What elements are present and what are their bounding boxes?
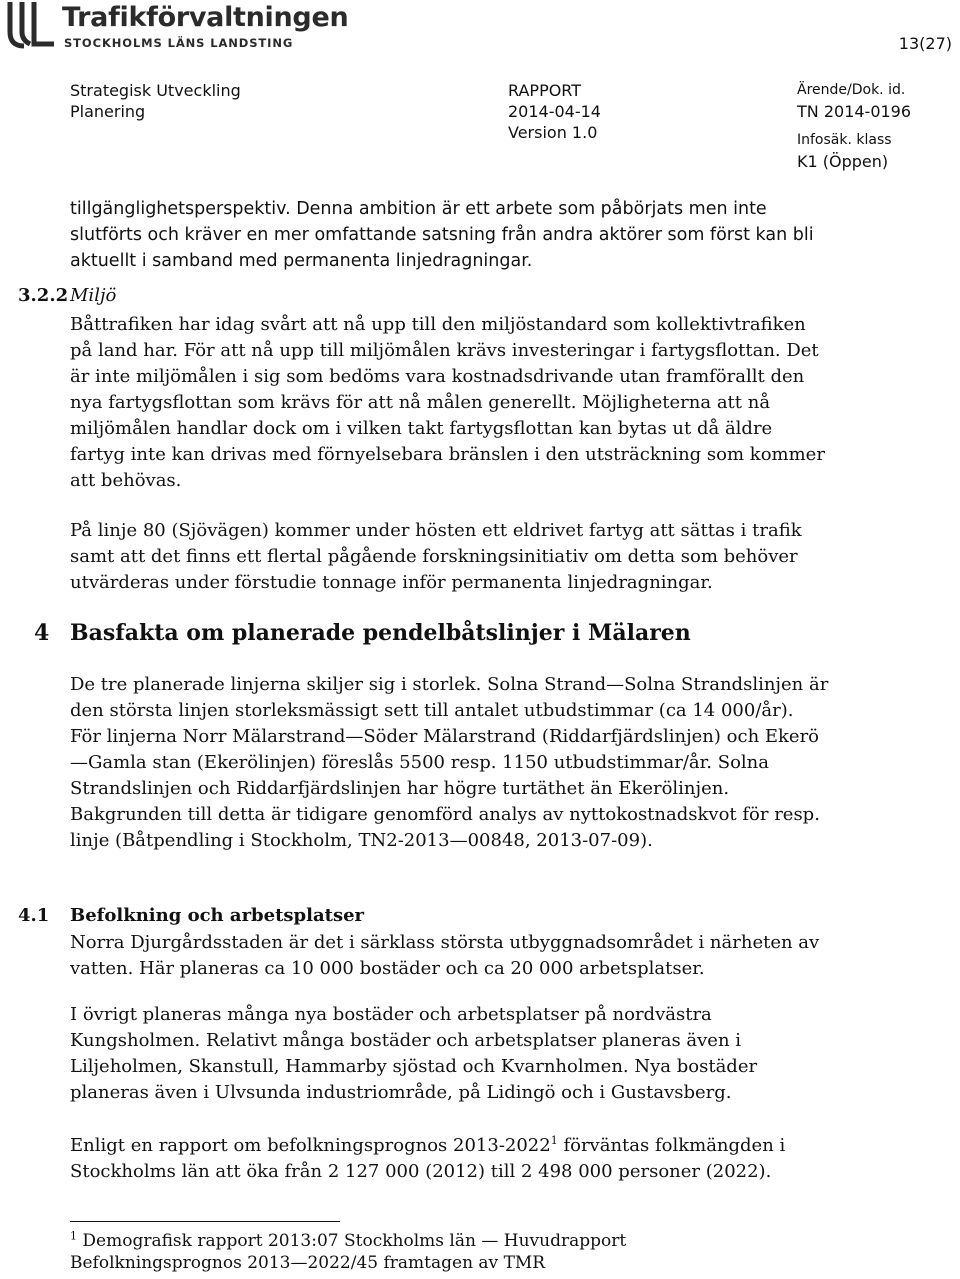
section-title: Miljö: [70, 285, 117, 306]
prognos-text: Enligt en rapport om befolkningsprognos 2013-2022: [70, 1135, 551, 1156]
prognos-text-cont: förväntas folkmängden i Stockholms län att öka från 2 127 000 (2012) till 2 498 000 personer (2022).: [70, 1135, 786, 1182]
befolkning-paragraph: Norra Djurgårdsstaden är det i särklass största utbyggnadsområdet i närheten av vatten. Här planeras ca 10 000 bostäder och ca 20 000 arbetsplatser.: [70, 932, 820, 979]
header-case-label: Ärende/Dok. id.: [797, 82, 906, 98]
header-dept-line: Planering: [70, 102, 146, 121]
befolkning-paragraph-2: I övrigt planeras många nya bostäder och arbetsplatser på nordvästra Kungsholmen. Relativt många bostäder och arbetsplatser planeras även i Liljeholmen, Skanstull, Hammarby sjöstad och Kvarnholmen. Nya bostäder planeras även i Ulvsunda industriområde, på Lidingö och i Gustavsberg.: [70, 1004, 758, 1103]
org-name: Trafikförvaltningen: [62, 2, 349, 33]
footnote-reference[interactable]: 1: [550, 1134, 558, 1147]
basfakta-paragraph: De tre planerade linjerna skiljer sig i storlek. Solna Strand—Solna Strandslinjen är den största linjen storleksmässigt sett till antalet utbudstimmar (ca 14 000/år). För linjerna Norr Mälarstrand—Söder Mälarstrand (Riddarfjärdslinjen) och Ekerö—Gamla stan (Ekerölinjen) föreslås 5500 resp. 1150 utbudstimmar/år. Solna Strandslinjen och Riddarfjärdslinjen har högre turtäthet än Ekerölinjen. Bakgrunden till detta är tidigare genomförd analys av nyttokostnadskvot för resp. linje (Båtpendling i Stockholm, TN2-2013—00848, 2013-07-09).: [70, 674, 829, 851]
miljo-paragraph: Båttrafiken har idag svårt att nå upp till den miljöstandard som kollektivtrafiken på land har. För att nå upp till miljömålen krävs investeringar i fartygsflottan. Det är inte miljömålen i sig som bedöms vara kostnadsdrivande utan framförallt den nya fartygsflottan som krävs för att nå målen generellt. Möjligheterna att nå miljömålen handlar dock om i vilken takt fartygsflottan kan bytas ut då äldre fartyg inte kan drivas med förnyelsebara bränslen i den utsträckning som kommer att behövas.: [70, 314, 825, 491]
chapter-number: 4: [34, 620, 50, 646]
section-number: 3.2.2: [18, 285, 69, 306]
befolkning-paragraph-3: [70, 1133, 830, 1185]
header-report-info: [508, 80, 601, 143]
page-number: 13(27): [898, 34, 952, 53]
section-title: Befolkning och arbetsplatser: [70, 905, 365, 926]
intro-paragraph: tillgänglighetsperspektiv. Denna ambition är ett arbete som påbörjats men inte slutförts och kräver en mer omfattande satsning från andra aktörer som först kan bli aktuellt i samband med permanenta linjedragningar.: [70, 199, 814, 271]
footnote: [70, 1230, 830, 1274]
sll-logo-icon: [4, 0, 58, 50]
header-version: Version 1.0: [508, 123, 598, 142]
footnote-marker: 1: [70, 1229, 77, 1243]
header-doc-type: RAPPORT: [508, 81, 582, 100]
header-case-info: [797, 80, 911, 172]
footnote-line: Demografisk rapport 2013:07 Stockholms län — Huvudrapport: [77, 1231, 627, 1251]
miljo-paragraph-2: På linje 80 (Sjövägen) kommer under hösten ett eldrivet fartyg att sättas i trafik samt att det finns ett flertal pågående forskningsinitiativ om detta som behöver utvärderas under förstudie tonnage inför permanenta linjedragningar.: [70, 520, 802, 593]
chapter-title: Basfakta om planerade pendelbåtslinjer i Mälaren: [70, 620, 691, 646]
footnote-divider: [70, 1221, 340, 1222]
header-date: 2014-04-14: [508, 102, 601, 121]
org-subtitle: STOCKHOLMS LÄNS LANDSTING: [64, 36, 294, 50]
header-security-label: Infosäk. klass: [797, 132, 892, 148]
header-case-id: TN 2014-0196: [797, 102, 912, 121]
section-number: 4.1: [18, 905, 50, 926]
header-dept-line: Strategisk Utveckling: [70, 81, 241, 100]
footnote-line: Befolkningsprognos 2013—2022/45 framtagen av TMR: [70, 1253, 546, 1273]
header-department: [70, 80, 241, 122]
header-security-class: K1 (Öppen): [797, 152, 889, 171]
